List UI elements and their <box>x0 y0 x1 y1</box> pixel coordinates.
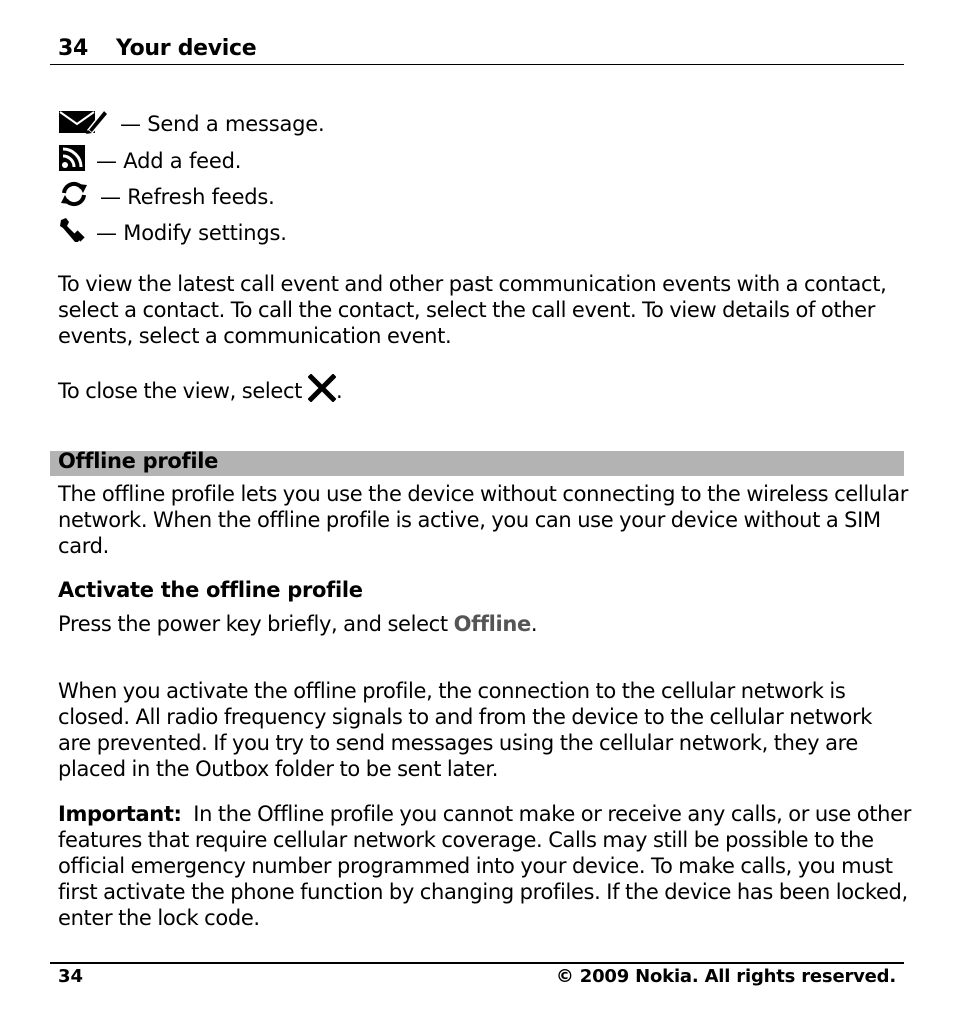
offline-keyword: Offline <box>453 612 531 636</box>
subheading-activate-offline: Activate the offline profile <box>58 578 363 602</box>
icon-item-text: — Modify settings. <box>96 220 287 245</box>
header-divider <box>50 64 904 65</box>
text-line: In the Offline profile you cannot make or receive any calls, or use other <box>193 802 911 826</box>
instruction-text: Press the power key briefly, and select <box>58 612 454 636</box>
page-header <box>58 36 256 61</box>
icon-item-modify-settings <box>58 216 287 249</box>
close-view-text: To close the view, select <box>58 379 303 403</box>
text-line: are prevented. If you try to send messages using the cellular network, they are <box>58 731 858 755</box>
icon-item-add-feed <box>58 144 241 177</box>
close-view-period: . <box>336 379 343 403</box>
important-label: Important: <box>58 802 182 826</box>
feed-icon <box>58 144 86 177</box>
close-icon <box>308 374 336 408</box>
text-line: When you activate the offline profile, the connection to the cellular network is <box>58 679 846 703</box>
text-line: official emergency number programmed into your device. To make calls, you must <box>58 854 893 878</box>
footer-divider <box>50 962 904 964</box>
wrench-icon <box>58 216 86 249</box>
text-line: The offline profile lets you use the device without connecting to the wireless cellular <box>58 482 909 506</box>
text-line: card. <box>58 534 109 558</box>
text-line: enter the lock code. <box>58 906 260 930</box>
footer-page-number: 34 <box>58 966 84 987</box>
paragraph-communication-events <box>58 271 904 349</box>
paragraph-activate-instructions <box>58 611 904 637</box>
text-line: closed. All radio frequency signals to and from the device to the cellular network <box>58 705 873 729</box>
icon-item-text: — Add a feed. <box>96 148 242 173</box>
footer-copyright: © 2009 Nokia. All rights reserved. <box>555 966 896 987</box>
text-line: features that require cellular network coverage. Calls may still be possible to the <box>58 828 874 852</box>
paragraph-offline-intro <box>58 481 909 559</box>
paragraph-important-note <box>58 801 911 931</box>
section-title: Offline profile <box>58 449 219 473</box>
text-line: network. When the offline profile is active, you can use your device without a SIM <box>58 508 881 532</box>
header-page-number: 34 <box>58 36 89 61</box>
icon-item-send-message <box>58 106 324 141</box>
icon-item-text: — Send a message. <box>120 111 325 136</box>
text-line: events, select a communication event. <box>58 324 452 348</box>
instruction-period: . <box>530 612 538 636</box>
icon-item-refresh-feeds <box>58 180 275 213</box>
text-line: select a contact. To call the contact, select the call event. To view details of other <box>58 298 876 322</box>
text-line: first activate the phone function by changing profiles. If the device has been locked, <box>58 880 908 904</box>
text-line: To view the latest call event and other past communication events with a contact, <box>58 272 887 296</box>
paragraph-close-view <box>58 374 904 408</box>
paragraph-offline-active <box>58 678 904 782</box>
send-message-icon <box>58 106 110 141</box>
text-line: placed in the Outbox folder to be sent later. <box>58 757 499 781</box>
header-title: Your device <box>116 36 257 61</box>
refresh-icon <box>58 180 90 213</box>
icon-item-text: — Refresh feeds. <box>100 184 275 209</box>
